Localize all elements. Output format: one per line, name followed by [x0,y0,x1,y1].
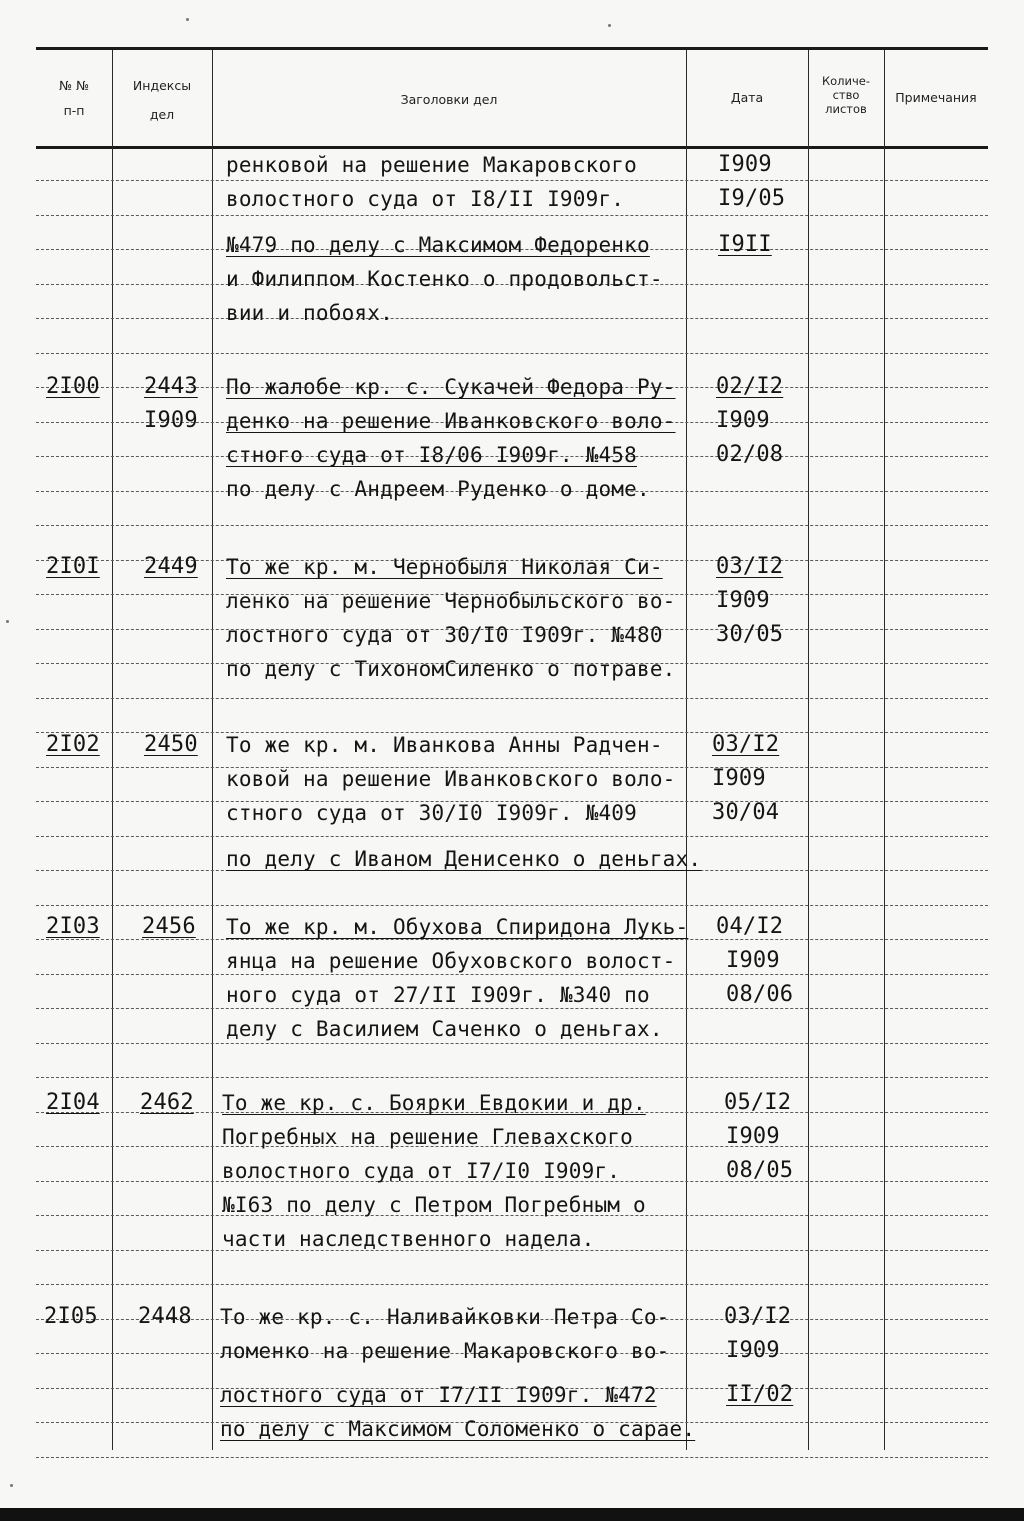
column-divider [112,50,113,1450]
scan-speck [10,1484,13,1487]
ruled-line [36,1457,988,1458]
scan-speck [186,18,189,21]
scan-edge-bar [0,1508,1024,1521]
date-line: II/02 [726,1382,794,1407]
date-line: 03/I2 [712,732,780,757]
title-line: По жалобе кр. с. Сукачей Федора Ру- [226,375,676,399]
date-line: I9II [718,232,772,257]
title-line: ренковой на решение Макаровского [226,153,637,177]
header-index-line2: дел [149,107,175,122]
header-count-column [808,74,884,116]
record-index: 2448 [138,1304,192,1329]
header-count-line3: листов [825,102,867,116]
record-number: 2I00 [46,374,100,399]
column-divider [884,50,885,1450]
record-number: 2I0I [46,554,100,579]
ruled-line [36,525,988,526]
title-line: стного суда от 30/I0 I909г. №409 [226,801,637,825]
title-line: То же кр. с. Боярки Евдокии и др. [222,1091,646,1115]
column-divider [686,50,687,1450]
date-line: I909 [712,766,766,791]
header-number-column [36,78,112,118]
header-count-line2: ство [832,88,860,102]
title-line: То же кр. м. Чернобыля Николая Си- [226,555,663,579]
title-line: и Филиппом Костенко о продовольст- [226,267,663,291]
title-line: №I63 по делу с Петром Погребным о [222,1193,646,1217]
date-line: 04/I2 [716,914,784,939]
header-count-line1: Количе- [821,74,871,88]
date-line: 08/05 [726,1158,794,1183]
title-line: янца на решение Обуховского волост- [226,949,676,973]
date-line: 02/08 [716,442,784,467]
title-line: волостного суда от I8/II I909г. [226,187,625,211]
scan-speck [608,24,611,27]
ruled-line [36,836,988,837]
record-number: 2I02 [46,732,100,757]
header-index-column [112,78,212,122]
ruled-line [36,1284,988,1285]
date-line: I9/05 [718,186,786,211]
title-line: ного суда от 27/II I909г. №340 по [226,983,650,1007]
title-line: стного суда от I8/06 I909г. №458 [226,443,637,467]
record-index: 2462 [140,1090,194,1115]
header-date-column: Дата [730,90,764,105]
table-top-border [36,47,988,50]
title-line: То же кр. м. Обухова Спиридона Лукь- [226,915,689,939]
title-line: лостного суда от 30/I0 I909г. №480 [226,623,663,647]
date-line: 08/06 [726,982,794,1007]
date-line: I909 [716,408,770,433]
record-index: 2456 [142,914,196,939]
title-line: №479 по делу с Максимом Федоренко [226,233,650,257]
date-line: 30/04 [712,800,780,825]
header-notes-column: Примечания [895,90,977,105]
date-line: 30/05 [716,622,784,647]
date-line: I909 [716,588,770,613]
ruled-line [36,318,988,319]
title-line: волостного суда от I7/I0 I909г. [222,1159,621,1183]
date-line: I909 [718,152,772,177]
header-title-column: Заголовки дел [400,92,498,107]
title-line: по делу с ТихономСиленко о потраве. [226,657,676,681]
scan-speck [6,620,9,623]
title-line: лостного суда от I7/II I909г. №472 [220,1383,657,1407]
record-number: 2I03 [46,914,100,939]
date-line: I909 [726,1124,780,1149]
title-line: по делу с Андреем Руденко о доме. [226,477,650,501]
title-line: ковой на решение Иванковского воло- [226,767,676,791]
column-divider [212,50,213,1450]
title-line: по делу с Иваном Денисенко о деньгах. [226,847,702,871]
title-line: ломенко на решение Макаровского во- [220,1339,670,1363]
title-line: То же кр. м. Иванкова Анны Радчен- [226,733,663,757]
title-line: вии и побоях. [226,301,393,325]
column-divider [808,50,809,1450]
date-line: 03/I2 [724,1304,792,1329]
ruled-line [36,905,988,906]
title-line: То же кр. с. Наливайковки Петра Со- [220,1305,670,1329]
record-number: 2I04 [46,1090,100,1115]
title-line: Погребных на решение Глевахского [222,1125,633,1149]
date-line: 05/I2 [724,1090,792,1115]
date-line: 02/I2 [716,374,784,399]
record-index: 2450 [144,732,198,757]
title-line: делу с Василием Саченко о деньгах. [226,1017,663,1041]
date-line: 03/I2 [716,554,784,579]
header-index-line1: Индексы [132,78,192,93]
ruled-line [36,698,988,699]
header-number-line1: № № [59,78,89,93]
title-line: по делу с Максимом Соломенко о сарае. [220,1417,696,1441]
header-number-line2: п-п [63,103,85,118]
ruled-line [36,1077,988,1078]
date-line: I909 [726,948,780,973]
record-index: 2443 [144,374,198,399]
title-line: ленко на решение Чернобыльского во- [226,589,676,613]
date-line: I909 [726,1338,780,1363]
record-index-year: I909 [144,408,198,433]
ruled-line [36,353,988,354]
record-index: 2449 [144,554,198,579]
record-number: 2I05 [44,1304,98,1329]
title-line: денко на решение Иванковского воло- [226,409,676,433]
title-line: части наследственного надела. [222,1227,595,1251]
